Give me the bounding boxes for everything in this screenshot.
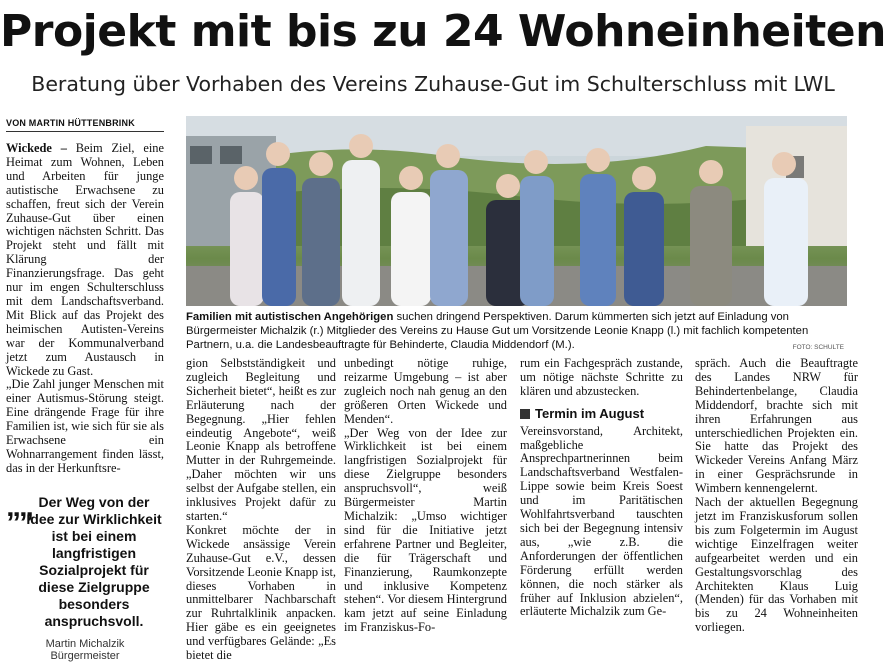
section-heading-text: Termin im August (535, 405, 645, 421)
photo-caption (186, 310, 847, 352)
paragraph: Nach der aktuellen Begegnung jetzt im Franziskusforum sollen bis zum Folgetermin im August wichtige Einzelfragen weiter aufgearbeitet werden und ein Gestaltungsvorschlag des Architekten Klaus Luig (Menden) für das Vorhaben mit bis zu 24 Wohneinheiten vorliegen. (695, 495, 858, 635)
paragraph: gion Selbstständigkeit und zugleich Begleitung und Sicherheit bietet“, heißt es zur Erläuterung nach der Begegnung. „Hier fehlen eindeutig Angebote“, weiß Leonie Knapp als betroffene Mutter in der Ruhrgemeinde. „Daher möchten wir uns selbst der Aufgabe stellen, ein inklusives Projekt dafür zu starten.“ (186, 356, 336, 523)
caption-text: suchen dringend Perspektiven. Darum kümmerten sich jetzt auf Einladung von Bürgermeister Michalzik (r.) Mitglieder des Vereins zu Hause Gut um Vorsitzende Leonie Knapp (l.) mit fachlich kompetenten Partnern, u.a. die Landesbeauftragte für Behinderte, Claudia Middendorf (M.). (186, 311, 809, 351)
group-photo (186, 116, 847, 306)
caption-lead: Familien mit autistischen Angehörigen (186, 311, 394, 323)
quote-text: Der Weg von der Idee zur Wirklichkeit ist bei einem langfristigen Sozialprojekt für diese Zielgruppe besonders anspruchsvoll. (26, 494, 162, 629)
body-column-4 (520, 357, 683, 655)
paragraph: Beim Ziel, eine Heimat zum Wohnen, Leben und Arbeiten für junge autistische Erwachsene zu schaffen, freut sich der Verein Zuhause-Gut über einen wichtigen nächsten Schritt. Das Projekt steht und fällt mit Klärung der Finanzierungsfrage. Das geht nur im engen Schulterschluss mit dem Landschaftsverband. Mit Blick auf das Projekt des heimischen Autisten-Vereins war der Kommunalverband jetzt zum Austausch in Wickede zu Gast. (6, 141, 165, 378)
paragraph: rum ein Fachgespräch zustande, um nötige nächste Schritte zu klären und abzustecken. (520, 356, 683, 398)
paragraph: unbedingt nötige ruhige, reizarme Umgebung – ist aber zugleich noch nah genug an den größeren Orten Wickede und Menden“. (344, 356, 507, 426)
paragraph: „Der Weg von der Idee zur Wirklichkeit ist bei einem langfristigen Sozialprojekt für diese Zielgruppe besonders anspruchsvoll“, weiß Bürgermeister Martin Michalzik: „Umso wichtiger sind für die Initiative jetzt erfahrene Partner und Begleiter, die für Trägerschaft und Finanzierung, Raumkonzepte und inklusive Kompetenz stehen“. Vor diesem Hintergrund kam jetzt auf seine Einladung im Franziskus-Fo- (344, 425, 507, 635)
quote-role: Bürgermeister (50, 650, 120, 662)
paragraph: spräch. Auch die Beauftragte des Landes NRW für Behindertenbelange, Claudia Middendorf, brachte sich mit ihren Erfahrungen aus unterschiedlichen Projekten ein. Sie hatte das Projekt des Wickeder Vereins Anfang März in einer Gesprächsrunde in Wimbern kennengelernt. (695, 356, 858, 496)
pull-quote (6, 490, 164, 662)
dateline: Wickede – (6, 141, 67, 155)
body-column-5 (695, 357, 858, 655)
paragraph: Konkret möchte der in Wickede ansässige Verein Zuhause-Gut e.V., dessen Vorsitzende Leonie Knapp ist, dieses Vorhaben in unmittelbarer Nachbarschaft zur Ruhrtalklinik anpacken. Hier gäbe es ein geeignetes und verfügbares Gelände: „Es bietet die (186, 522, 336, 663)
square-bullet-icon (520, 409, 530, 419)
body-column-3 (344, 357, 507, 655)
quote-mark-icon: „„ (6, 490, 32, 523)
subheadline: Beratung über Vorhaben des Vereins Zuhause-Gut im Schulterschluss mit LWL (31, 72, 835, 96)
body-column-2 (186, 356, 336, 663)
section-heading (520, 407, 683, 421)
paragraph: „Die Zahl junger Menschen mit einer Autismus-Störung steigt. Eine drängende Frage für ihre Familien ist, wie sich für sie als Erwachsene ein Wohnarrangement finden lässt, das in der Herkunftsre- (6, 377, 164, 475)
headline: Projekt mit bis zu 24 Wohneinheiten (0, 6, 886, 57)
byline: VON MARTIN HÜTTENBRINK (6, 118, 164, 132)
photo-credit: FOTO: SCHULTE (792, 344, 844, 351)
quote-author: Martin Michalzik (45, 638, 125, 650)
body-column-1 (6, 141, 165, 475)
paragraph: Vereinsvorstand, Architekt, maßgebliche Ansprechpartnerinnen beim Landschaftsverband Westfalen-Lippe sowie beim Kreis Soest und im Paritätischen Wohlfahrtsverband tauschten sich bei der Begegnung intensiv aus, „wie z.B. die Anforderungen der öffentlichen Förderung erfüllt werden können, die noch stärker als früher auf Inklusion abzielen“, erläuterte Michalzik zum Ge- (520, 423, 683, 619)
